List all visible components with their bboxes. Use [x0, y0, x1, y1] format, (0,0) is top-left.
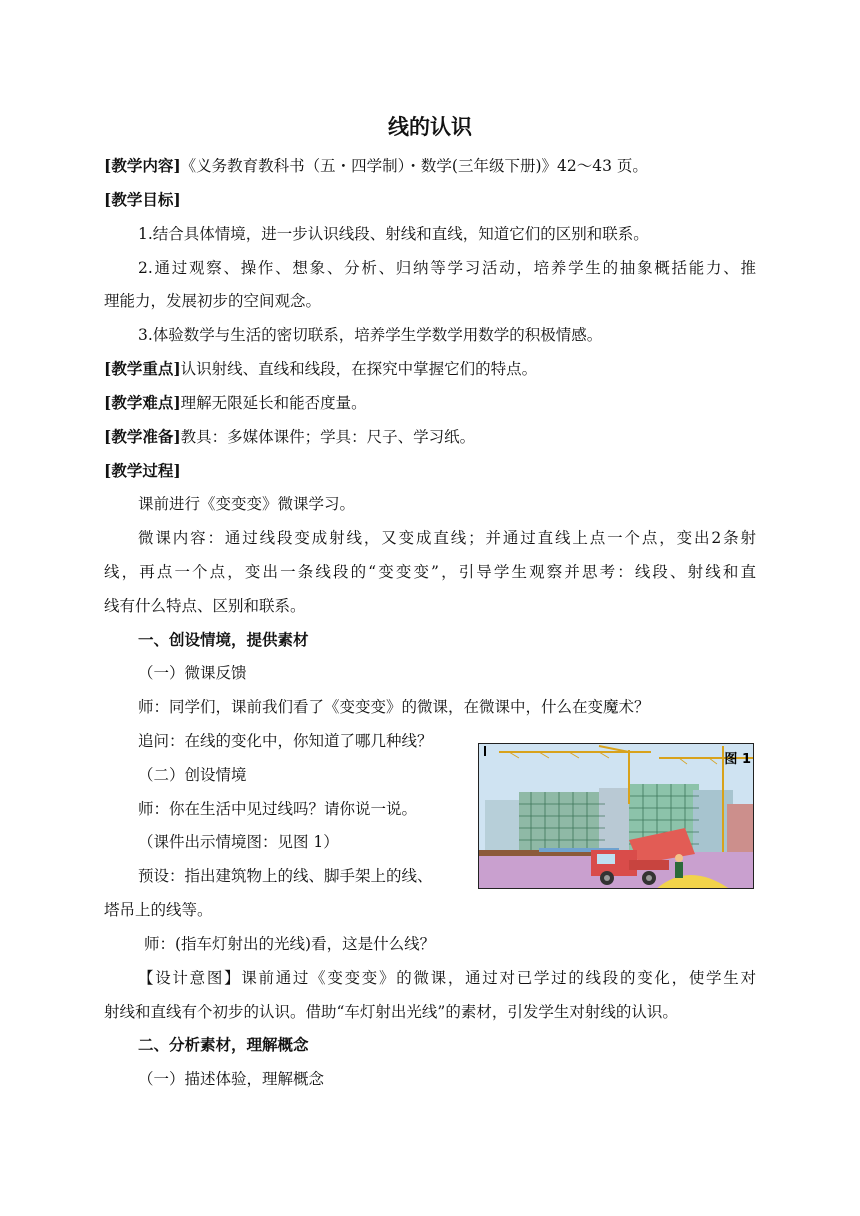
micro-content-line-3: 线有什么特点、区别和联系。: [104, 597, 306, 615]
key-point-row: [104, 359, 537, 379]
construction-scene-figure: [478, 743, 754, 889]
key-point-text: 认识射线、直线和线段，在探究中掌握它们的特点。: [180, 360, 538, 378]
content-row: [104, 156, 648, 176]
section-2-sub-1: （一）描述体验，理解概念: [138, 1070, 325, 1088]
difficulty-text: 理解无限延长和能否度量。: [180, 394, 367, 412]
preparation-label: [教学准备]: [104, 427, 181, 446]
teacher-question-1: 师：同学们，课前我们看了《变变变》的微课，在微课中，什么在变魔术？: [138, 698, 650, 716]
objectives-label: [教学目标]: [104, 190, 181, 209]
objective-2-line-1: 2.通过观察、操作、想象、分析、归纳等学习活动，培养学生的抽象概括能力、推: [138, 259, 756, 277]
objective-1: 1.结合具体情境，进一步认识线段、射线和直线，知道它们的区别和联系。: [138, 225, 649, 243]
preparation-text: 教具：多媒体课件；学具：尺子、学习纸。: [180, 428, 476, 446]
figure-label: 图 1: [724, 752, 751, 767]
page-title: 线的认识: [388, 114, 472, 139]
content-label: [教学内容]: [104, 156, 181, 175]
teacher-question-3: 师：(指车灯射出的光线)看，这是什么线？: [144, 935, 436, 953]
preset-line-1: 预设：指出建筑物上的线、脚手架上的线、: [138, 867, 433, 885]
preset-line-2: 塔吊上的线等。: [104, 901, 213, 919]
teacher-question-2: 师：你在生活中见过线吗？请你说一说。: [138, 800, 418, 818]
section-2-heading: 二、分析素材，理解概念: [138, 1035, 309, 1054]
objective-2-line-2: 理能力，发展初步的空间观念。: [104, 292, 322, 310]
section-1-heading: 一、创设情境，提供素材: [138, 630, 309, 649]
follow-up-question: 追问：在线的变化中，你知道了哪几种线？: [138, 732, 433, 750]
key-point-label: [教学重点]: [104, 359, 181, 378]
courseware-note: （课件出示情境图：见图 1）: [138, 833, 339, 851]
section-1-sub-1: （一）微课反馈: [138, 664, 247, 682]
difficulty-row: [104, 393, 367, 413]
preparation-row: [104, 427, 475, 447]
difficulty-label: [教学难点]: [104, 393, 181, 412]
design-intent-line-2: 射线和直线有个初步的认识。借助“车灯射出光线”的素材，引发学生对射线的认识。: [104, 1003, 678, 1021]
process-label: [教学过程]: [104, 461, 181, 480]
section-1-sub-2: （二）创设情境: [138, 766, 247, 784]
objective-3: 3.体验数学与生活的密切联系，培养学生学数学用数学的积极情感。: [138, 326, 603, 344]
micro-content-line-1: 微课内容：通过线段变成射线，又变成直线；并通过直线上点一个点，变出2条射: [138, 529, 756, 547]
pre-class-text: 课前进行《变变变》微课学习。: [138, 495, 356, 513]
content-text: 《义务教育教科书（五・四学制）・数学(三年级下册)》42～43 页。: [180, 157, 648, 175]
construction-scene-illustration: [479, 744, 754, 889]
micro-content-line-2: 线，再点一个点，变出一条线段的“变变变”，引导学生观察并思考：线段、射线和直: [104, 563, 756, 581]
design-intent-line-1: 【设计意图】课前通过《变变变》的微课，通过对已学过的线段的变化，使学生对: [138, 969, 756, 987]
